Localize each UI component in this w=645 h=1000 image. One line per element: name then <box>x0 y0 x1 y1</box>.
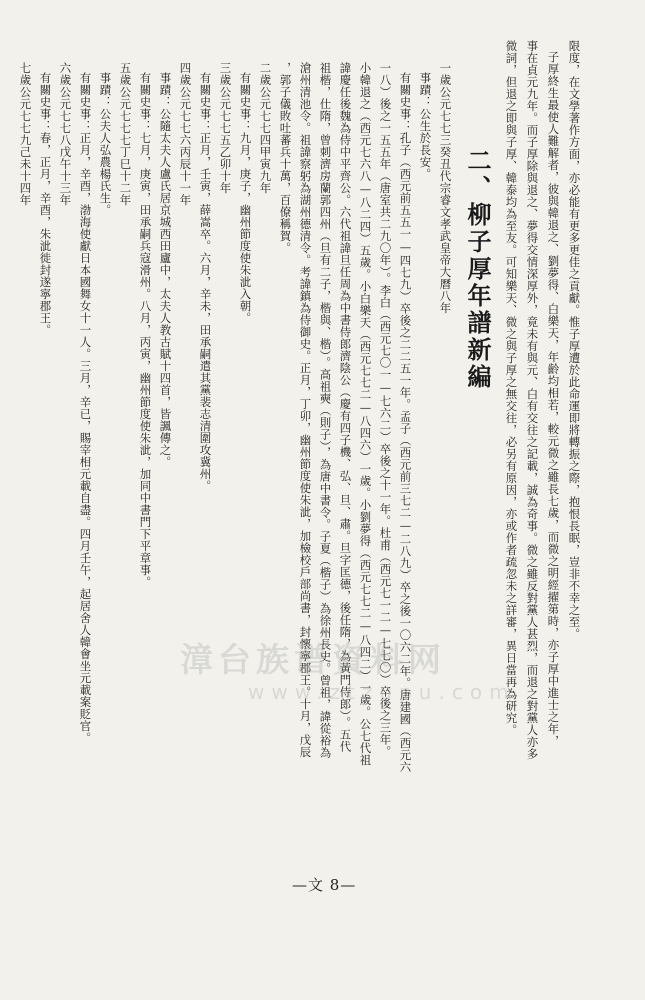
entry-text-8: ，郭子儀敗吐蕃兵十萬，百僚稱賀。 <box>278 62 293 254</box>
entry-text-9: 有關史事：九月，庚子，幽州節度使朱泚入朝。 <box>238 72 253 324</box>
watermark-text: 漳台族谱資料网 <box>180 640 446 679</box>
intro-line-3: 事在貞元九年。而子厚除與退之、夢得交情深厚外，竟未有與元、白有交往之記載，誠為奇事。微之雖反對黨人甚烈，而退之對黨人亦多 <box>525 40 540 760</box>
entry-text-1: 事蹟：公生於長安。 <box>418 72 433 180</box>
entry-year-4: 四歲公元七七六丙辰十一年 <box>178 62 193 206</box>
entry-year-6: 六歲公元七七八戊午十三年 <box>58 62 73 206</box>
entry-text-10: 有關史事：正月，壬寅，薛嵩卒。六月，辛未，田承嗣遣其黨裴志清圍攻冀州。 <box>198 72 213 492</box>
entry-text-11: 事蹟：公隨太夫人盧氏居京城西田廬中，太夫人教古賦十四首，皆諷傳之。 <box>158 72 173 468</box>
entry-text-6: 祖楷，仕隋，曾刺濟房蘭郭四州（旦有二子，楷與、楷）。高祖奭（則子），為唐中書令。子夏（楷子）為徐州長史。曾祖，諱從裕為 <box>318 62 333 759</box>
entry-text-7: 滄州清池令。祖諱察躬為湖州德清令。考諱鎮為侍御史。正月，丁卯，幽州節度使朱泚，加檢校戶部尚書，封懷寧郡王。十月，戊辰 <box>298 62 313 758</box>
entry-text-4: 小韓退之（西元七六八—八二四）五歲。小白樂天（西元七七二—八四六）一歲。小劉夢得（西元七七二—八四二）一歲。公七代祖 <box>358 62 373 766</box>
page-number: —文 8— <box>292 876 357 894</box>
entry-text-3: 一八）後之一五五年（唐室共二九〇年）。李白（西元七〇一—七六二）卒後之十一年。杜甫（西元七一二—七七〇）卒後之三年。 <box>378 62 393 758</box>
entry-year-5: 五歲公元七七七丁巳十二年 <box>118 62 133 206</box>
entry-text-13: 事蹟：公夫人弘農楊氏生。 <box>98 72 113 216</box>
watermark-url: www.ztzupu.com <box>248 680 516 704</box>
intro-line-2: 子厚終生最使人難解者，彼與韓退之、劉夢得、白樂天，年齡均相若，較元微之雖長七歲，而微之明經擢第時，亦子厚中進士之年， <box>546 51 561 747</box>
entry-year-1: 一歲公元七七三癸丑代宗睿文孝武皇帝大曆八年 <box>438 62 453 314</box>
entry-text-12: 有關史事：七月，庚寅，田承嗣兵寇滑州。八月，丙寅，幽州節度使朱泚，加同中書門下平章事。 <box>138 72 153 588</box>
intro-line-1: 限度，在文學著作方面，亦必能有更多更佳之貢獻。惟子厚遭於此命運即將轉振之際，抱恨長眠，豈非不幸之至。 <box>567 40 582 640</box>
entry-year-7: 七歲公元七七九己未十四年 <box>18 62 33 206</box>
intro-line-4: 微詞，但退之即與子厚、韓泰均為至友。可知樂天、微之與子厚之無交往，必另有原因，亦或作者疏忽未之詳審，異日當再為研究。 <box>504 40 519 736</box>
section-title: 二、柳子厚年譜新編 <box>463 148 492 391</box>
entry-year-2: 二歲公元七七四甲寅九年 <box>258 62 273 194</box>
entry-year-3: 三歲公元七七五乙卯十年 <box>218 62 233 194</box>
entry-text-2: 有關史事：孔子（西元前五五一—四七九）卒後之二二五一年。孟子（西元前三七二—二八九）卒之後一〇六二年。唐建國（西元六 <box>398 72 413 774</box>
entry-text-5: 諱慶任後魏為侍中平齊公。六代祖諱旦任周為中書侍郎濟陰公（慶有四子機、弘、旦、肅。旦字匡德，後任隋，為黃門侍郎）。五代 <box>338 62 353 753</box>
entry-text-15: 有關史事：春，正月，辛酉，朱泚徙封遂寧郡王。 <box>38 72 53 336</box>
entry-text-14: 有關史事：正月，辛酉，渤海使獻日本國舞女十一人。三月，辛已，賜宰相元載自盡。四月壬午，起居舍人韓會坐元載案貶官。 <box>78 72 93 744</box>
